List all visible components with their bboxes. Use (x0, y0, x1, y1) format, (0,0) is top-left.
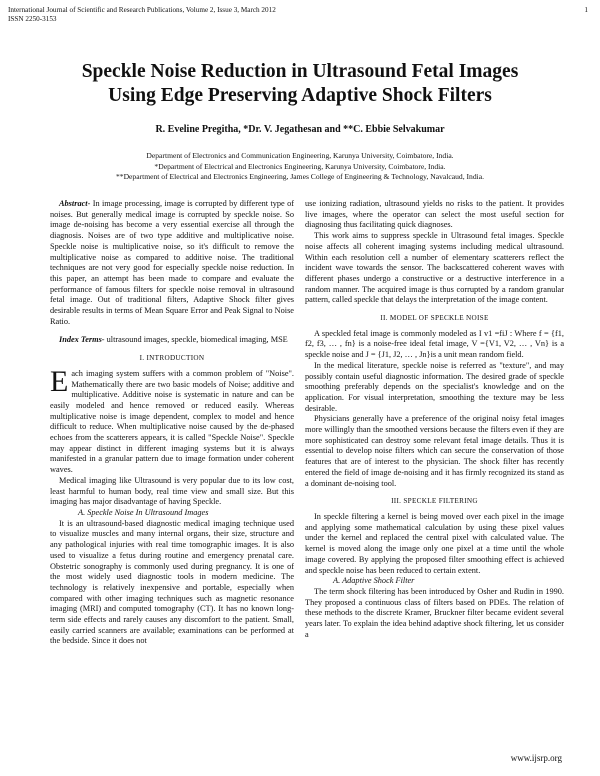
index-terms (50, 335, 294, 346)
abstract (50, 199, 294, 327)
affiliation-2: *Department of Electrical and Electronics Engineering, Karunya University, Coimbatore, India. (154, 161, 446, 171)
filtering-paragraph-1: In speckle filtering a kernel is being moved over each pixel in the image and applying some mathematical calculation by using these pixel values under the kernel and replaced the central pixel with calculated value. The kernel is moved along the image only one pixel at a time until the whole image covered. By applying the proposed filter smoothing effect is achieved and speckle noise has been reduced to certain extent. (305, 511, 564, 575)
intro-paragraph-1 (50, 364, 294, 476)
affiliation-3: **Department of Electrical and Electronics Engineering, James College of Engineering & Technology, Navalcaud, India. (115, 172, 485, 181)
section-1-heading: I. INTRODUCTION (139, 354, 205, 363)
right-paragraph-2: This work aims to suppress speckle in Ultrasound fetal images. Speckle noise affects all coherent imaging systems including medical ultrasound. Within each resolution cell a number of elementary scatterers reflect the incident wave towards the sensor. The backscattered coherent waves with different phases undergo a constructive or a destructive interference in a random manner. The acquired image is thus corrupted by a random granular pattern, called speckle that delays the interpretation of the image content. (305, 231, 564, 305)
subsection-speckle-heading: A. Speckle Noise In Ultrasound Images (78, 507, 209, 517)
section-3-heading: III. SPECKLE FILTERING (391, 497, 478, 506)
right-paragraph-1: use ionizing radiation, ultrasound yields no risks to the patient. It provides live images, where the operator can select the most useful section for diagnosing thus facilitating quick diagnoses. (305, 199, 564, 230)
page-number: 1 (584, 6, 588, 14)
drop-cap: E (50, 364, 69, 398)
title-line-2: Using Edge Preserving Adaptive Shock Filters (108, 85, 492, 106)
paper-title (0, 60, 600, 108)
intro-paragraph-2: Medical imaging like Ultrasound is very popular due to its low cost, least harmful to human body, real time view and small size. But this imaging has major disadvantage of having Speckle. (50, 475, 294, 507)
index-terms-text: ultrasound images, speckle, biomedical imaging, MSE (104, 335, 288, 345)
model-paragraph-3: Physicians generally have a preference of the original noisy fetal images more willingly than the smoothed versions because the filters even if they are more sophisticated can destroy some relevant fetal image details. Thus it is essential to develop noise filters which can secure the conservation of those features that are of interest to the physician. The shock filter has recently entered the field of image de-noising and it has firmly recognized its stand as a dominant de-noising tool. (305, 414, 564, 488)
filtering-paragraph-2: The term shock filtering has been introduced by Osher and Rudin in 1990. They proposed a continuous class of filters based on PDEs. The relation of these methods to the discrete Kramer, Bruckner filter became evident several years later. To explain the idea behind adaptive shock filtering, let us consider a (305, 586, 564, 639)
right-column (305, 199, 564, 640)
intro-paragraph-1-text: ach imaging system suffers with a common problem of "Noise". Mathematically there are two basic models of Noise; additive and multiplicative. Additive noise is systematic in nature and can be easily modeled and hence removed or reduced easily. Whereas multiplicative noise is image dependent, complex to model and hence difficult to reduce. When multiplicative noise caused by the de-phased echoes from the scatterers appears, it is called "Speckle Noise". Speckle may appear distinct in different imaging systems but it is always manifested in a granular pattern due to image formation under coherent waves. (50, 368, 294, 475)
abstract-text: In image processing, image is corrupted by different type of noises. But generally medical image is corrupted by speckle noise. So image de-noising has become a very essential exercise all through the diagnosis. Noises are of two type additive and multiplicative noise. Speckle noise is multiplicative noise, so it's difficult to remove the multiplicative noise as compared to additive noise. The traditional techniques are not very good for especially speckle noise reduction. In this paper, an attempt has been made to compare and evaluate the performance of famous filters for speckle noise removal in ultrasound fetal image. Out of traditional filters, Adaptive Shock filter gives desirable results in terms of Mean Square Error and Peak Signal to Noise Ratio. (50, 199, 294, 326)
abstract-label: Abstract- (59, 199, 91, 208)
journal-name: International Journal of Scientific and Research Publications, Volume 2, Issue 3, March 2012 (8, 6, 276, 14)
model-paragraph-2: In the medical literature, speckle noise is referred as "texture", and may possibly contain useful diagnostic information. The desired grade of speckle smoothing preferably depends on the specialist's knowledge and on the application. For visual interpretation, smoothing the texture may be less desirable. (305, 360, 564, 413)
journal-header (8, 6, 276, 24)
affiliations (0, 151, 600, 183)
footer-url[interactable]: www.ijsrp.org (510, 753, 562, 763)
left-column (50, 199, 294, 647)
title-line-1: Speckle Noise Reduction in Ultrasound Fetal Images (81, 61, 519, 82)
model-paragraph-1: A speckled fetal image is commonly modeled as I v1 =fiJ : Where f = {f1, f2, f3, … , fn} is a noise-free ideal fetal image, V ={V1, V2, … , Vn} is a speckle noise and J = {J1, J2, … , Jn}is a unit mean random field. (305, 328, 564, 360)
issn: ISSN 2250-3153 (8, 15, 57, 23)
intro-paragraph-3: It is an ultrasound-based diagnostic medical imaging technique used to visualize muscles and many internal organs, their size, structure and any pathological injuries with real time tomographic images. It is also used to visualize a fetus during routine and emergency prenatal care. Obstetric sonography is commonly used during pregnancy. It is one of the most widely used diagnostic tools in modern medicine. The technology is relatively inexpensive and portable, especially when compared with other imaging techniques such as magnetic resonance imaging (MRI) and computed tomography (CT). It has no known long-term side effects and rarely causes any discomfort to the patient. Small, easily carried scanners are available; examinations can be performed at the bedside. Since it does not (50, 518, 294, 646)
section-2-heading: II. MODEL OF SPECKLE NOISE (380, 314, 489, 323)
subsection-shock-heading: A. Adaptive Shock Filter (333, 576, 415, 586)
authors: R. Eveline Pregitha, *Dr. V. Jegathesan and **C. Ebbie Selvakumar (155, 124, 445, 135)
index-terms-label: Index Terms- (59, 335, 105, 345)
affiliation-1: Department of Electronics and Communication Engineering, Karunya University, Coimbatore, India. (146, 151, 454, 160)
